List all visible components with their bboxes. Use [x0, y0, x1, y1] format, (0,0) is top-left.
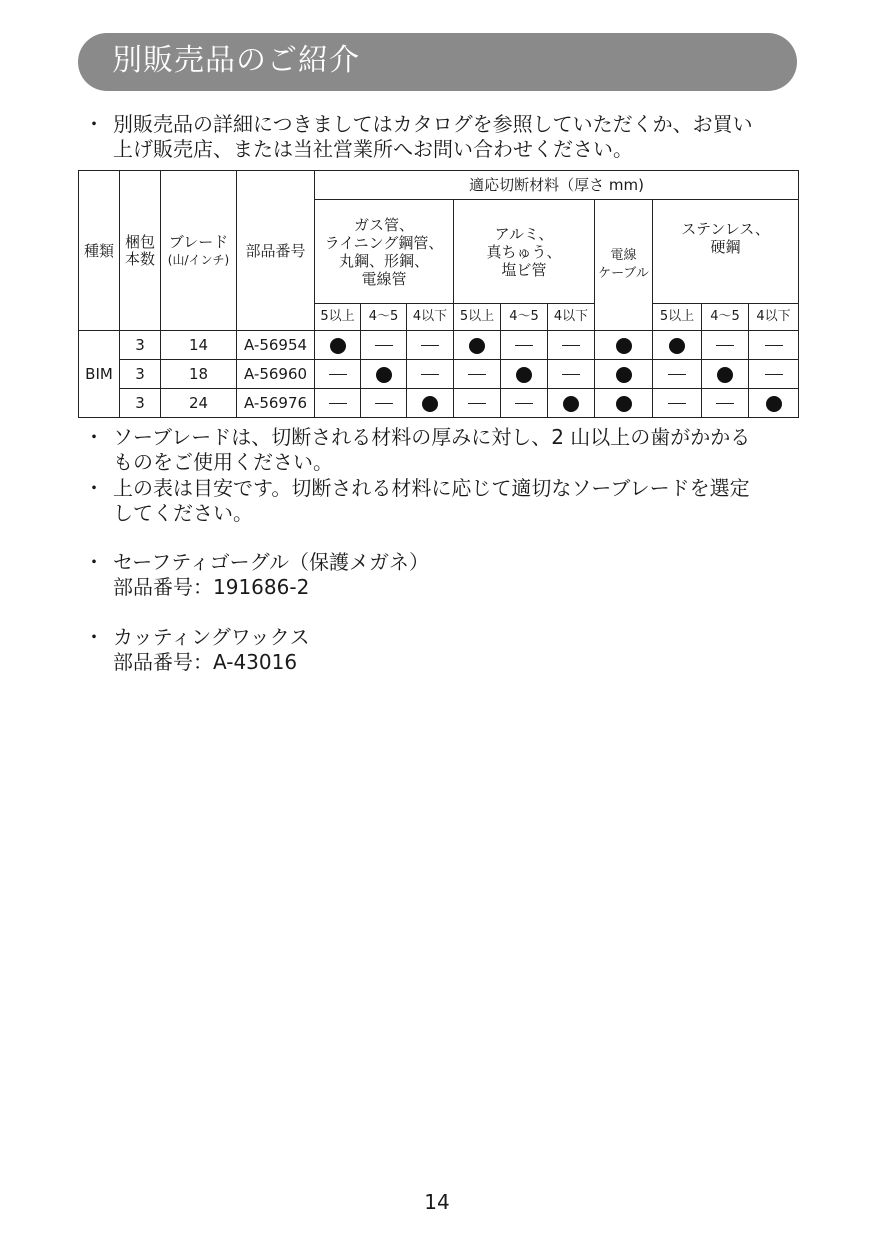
section-title-banner	[78, 33, 797, 91]
dash-icon	[468, 374, 486, 375]
filled-circle-icon	[616, 396, 632, 412]
bullet: ・	[84, 425, 104, 449]
suitability-mark	[548, 389, 595, 418]
suitability-mark	[501, 389, 548, 418]
blade-cell: 24	[161, 389, 237, 418]
suitability-mark	[407, 389, 454, 418]
header-pack-count-label: 梱包本数	[124, 232, 155, 268]
part-number: 191686-2	[213, 575, 310, 599]
header-blade-label: ブレード	[168, 232, 229, 251]
accessory-part	[113, 650, 804, 675]
part-number: A-43016	[213, 650, 298, 674]
suitability-mark	[361, 389, 407, 418]
bullet: ・	[84, 476, 104, 500]
dash-icon	[329, 403, 347, 404]
header-materials-group: 適応切断材料（厚さ mm)	[315, 171, 799, 200]
dash-icon	[562, 345, 580, 346]
suitability-mark	[361, 360, 407, 389]
dash-icon	[515, 345, 533, 346]
gas-pipe-line-3: 丸鋼、形鋼、	[338, 251, 429, 270]
header-gas-pipe	[315, 200, 454, 304]
dash-icon	[765, 374, 783, 375]
note-paragraph	[84, 425, 804, 475]
intro-paragraph	[84, 112, 804, 162]
bullet: ・	[84, 625, 104, 649]
intro-line-1: 別販売品の詳細につきましてはカタログを参照していただくか、お買い	[113, 112, 753, 136]
suitability-mark	[749, 331, 799, 360]
dash-icon	[765, 345, 783, 346]
dash-icon	[421, 374, 439, 375]
dash-icon	[375, 345, 393, 346]
header-part-number: 部品番号	[237, 171, 315, 331]
suitability-mark	[407, 360, 454, 389]
thickness-range: 4～5	[501, 304, 548, 331]
filled-circle-icon	[330, 338, 346, 354]
suitability-mark	[454, 360, 501, 389]
accessory-name: カッティングワックス	[113, 625, 310, 649]
suitability-mark	[548, 360, 595, 389]
part-cell: A-56960	[237, 360, 315, 389]
suitability-mark	[595, 389, 653, 418]
accessory-item	[84, 550, 804, 600]
suitability-mark	[315, 331, 361, 360]
dash-icon	[716, 345, 734, 346]
thickness-range: 4～5	[702, 304, 749, 331]
stainless-line-1: ステンレス、	[681, 220, 770, 238]
gas-pipe-line-1: ガス管、	[353, 215, 414, 234]
filled-circle-icon	[766, 396, 782, 412]
stainless-line-2: 硬鋼	[710, 238, 741, 256]
pack-cell: 3	[120, 331, 161, 360]
thickness-over5: 5以上	[454, 304, 501, 331]
suitability-mark	[653, 331, 702, 360]
dash-icon	[515, 403, 533, 404]
page-title: 別販売品のご紹介	[112, 43, 360, 78]
header-pack-count	[120, 171, 161, 331]
aluminum-line-3: 塩ビ管	[501, 260, 547, 279]
suitability-mark	[653, 389, 702, 418]
intro-line-2: 上げ販売店、または当社営業所へお問い合わせください。	[113, 137, 633, 161]
pack-cell: 3	[120, 360, 161, 389]
filled-circle-icon	[469, 338, 485, 354]
type-cell: BIM	[79, 331, 120, 418]
part-label: 部品番号：	[113, 650, 213, 674]
accessory-item	[84, 625, 804, 675]
suitability-mark	[407, 331, 454, 360]
thickness-range: 4～5	[361, 304, 407, 331]
thickness-over5: 5以上	[653, 304, 702, 331]
note-2-line-2: してください。	[113, 501, 253, 525]
suitability-mark	[749, 389, 799, 418]
suitability-mark	[454, 331, 501, 360]
filled-circle-icon	[669, 338, 685, 354]
suitability-mark	[653, 360, 702, 389]
part-cell: A-56976	[237, 389, 315, 418]
suitability-mark	[702, 389, 749, 418]
accessory-spec-table	[78, 170, 799, 418]
filled-circle-icon	[616, 338, 632, 354]
note-1-line-2: ものをご使用ください。	[113, 450, 333, 474]
dash-icon	[668, 374, 686, 375]
bullet: ・	[84, 112, 104, 136]
dash-icon	[668, 403, 686, 404]
thickness-under4: 4以下	[749, 304, 799, 331]
cable-line-1: 電線	[610, 248, 637, 263]
suitability-mark	[501, 360, 548, 389]
filled-circle-icon	[516, 367, 532, 383]
filled-circle-icon	[422, 396, 438, 412]
note-2-line-1: 上の表は目安です。切断される材料に応じて適切なソーブレードを選定	[113, 476, 750, 500]
thickness-under4: 4以下	[548, 304, 595, 331]
table-row	[79, 389, 799, 418]
filled-circle-icon	[563, 396, 579, 412]
page-number: 14	[424, 1190, 450, 1214]
suitability-mark	[315, 389, 361, 418]
header-aluminum	[454, 200, 595, 304]
dash-icon	[375, 403, 393, 404]
suitability-mark	[749, 360, 799, 389]
dash-icon	[421, 345, 439, 346]
gas-pipe-line-2: ライニング鋼管、	[324, 233, 444, 252]
filled-circle-icon	[717, 367, 733, 383]
gas-pipe-line-4: 電線管	[361, 269, 407, 288]
suitability-mark	[702, 360, 749, 389]
suitability-mark	[501, 331, 548, 360]
dash-icon	[562, 374, 580, 375]
dash-icon	[329, 374, 347, 375]
part-label: 部品番号：	[113, 575, 213, 599]
cable-line-2: ケーブル	[598, 266, 649, 281]
dash-icon	[716, 403, 734, 404]
note-paragraph	[84, 476, 804, 526]
bullet: ・	[84, 550, 104, 574]
header-cable	[595, 200, 653, 331]
header-stainless	[653, 200, 799, 304]
suitability-mark	[315, 360, 361, 389]
suitability-mark	[361, 331, 407, 360]
pack-cell: 3	[120, 389, 161, 418]
header-type: 種類	[79, 171, 120, 331]
note-1-line-1: ソーブレードは、切断される材料の厚みに対し、2 山以上の歯がかかる	[113, 425, 751, 449]
accessory-part	[113, 575, 804, 600]
blade-cell: 18	[161, 360, 237, 389]
filled-circle-icon	[616, 367, 632, 383]
thickness-over5: 5以上	[315, 304, 361, 331]
aluminum-line-2: 真ちゅう、	[486, 242, 562, 261]
aluminum-line-1: アルミ、	[494, 224, 554, 243]
header-blade	[161, 171, 237, 331]
blade-cell: 14	[161, 331, 237, 360]
suitability-mark	[548, 331, 595, 360]
part-cell: A-56954	[237, 331, 315, 360]
accessory-name: セーフティゴーグル（保護メガネ）	[113, 550, 429, 574]
header-blade-unit: (山/インチ)	[167, 252, 230, 267]
suitability-mark	[595, 331, 653, 360]
table-row	[79, 360, 799, 389]
thickness-under4: 4以下	[407, 304, 454, 331]
suitability-mark	[702, 331, 749, 360]
dash-icon	[468, 403, 486, 404]
suitability-mark	[595, 360, 653, 389]
suitability-mark	[454, 389, 501, 418]
filled-circle-icon	[376, 367, 392, 383]
table-row	[79, 331, 799, 360]
